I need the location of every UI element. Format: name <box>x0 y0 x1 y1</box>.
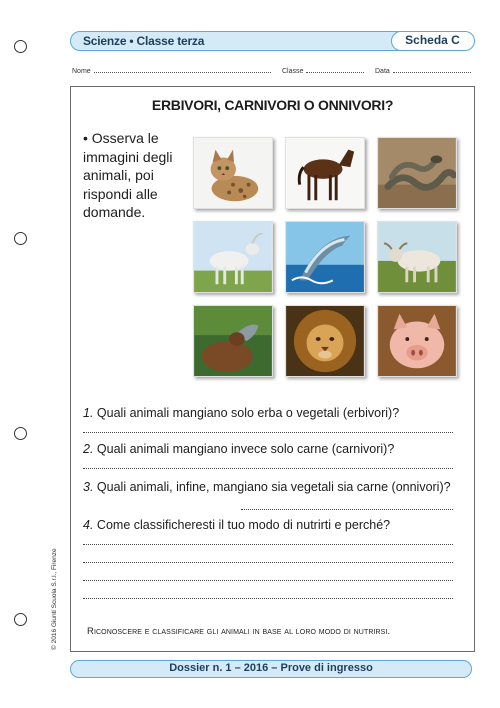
question-text: Quali animali mangiano invece solo carne (carnivori)? <box>96 442 395 456</box>
answer-line[interactable] <box>83 544 453 545</box>
name-label: Nome <box>72 68 91 75</box>
cow-photo <box>377 221 457 293</box>
worksheet-frame <box>70 86 475 652</box>
subject-title: Scienze • Classe terza <box>83 34 205 48</box>
goat-photo <box>193 221 273 293</box>
punch-hole <box>14 613 27 626</box>
pig-photo <box>377 305 457 377</box>
lion-photo <box>285 305 365 377</box>
dolphin-photo <box>285 221 365 293</box>
question-text: Quali animali mangiano solo erba o vegetali (erbivori)? <box>96 406 400 420</box>
scheda-badge: Scheda C <box>391 31 475 51</box>
snake-photo <box>377 137 457 209</box>
class-field[interactable] <box>282 66 364 75</box>
question-number: 4. <box>83 518 94 532</box>
cat-photo <box>193 137 273 209</box>
instruction-text: • Osserva le immagini degli animali, poi rispondi alle domande. <box>83 130 173 220</box>
question-text: Quali animali, infine, mangiano sia vegetali sia carne (onnivori)? <box>96 480 451 494</box>
punch-hole <box>14 427 27 440</box>
question-2 <box>83 441 469 458</box>
punch-hole <box>14 232 27 245</box>
answer-line[interactable] <box>83 580 453 581</box>
date-label: Data <box>375 68 390 75</box>
question-1 <box>83 405 469 422</box>
worksheet-title: ERBIVORI, CARNIVORI O ONNIVORI? <box>151 97 394 113</box>
question-text: Come classificheresti il tuo modo di nutrirti e perché? <box>96 518 391 532</box>
question-number: 1. <box>83 406 94 420</box>
answer-line[interactable] <box>83 598 453 599</box>
question-number: 2. <box>83 442 94 456</box>
question-number: 3. <box>83 480 94 494</box>
platypus-photo <box>193 305 273 377</box>
answer-line[interactable] <box>83 468 453 469</box>
footer-bar: Dossier n. 1 – 2016 – Prove di ingresso <box>70 660 472 678</box>
question-3 <box>83 479 469 496</box>
copyright-notice: © 2016 Giunti Scuola S.r.l., Firenze <box>51 548 58 650</box>
class-label: Classe <box>282 68 304 75</box>
answer-line[interactable] <box>83 562 453 563</box>
student-fields <box>72 66 472 78</box>
name-field[interactable] <box>72 66 271 75</box>
question-4 <box>83 517 469 534</box>
answer-line[interactable] <box>83 432 453 433</box>
punch-hole <box>14 40 27 53</box>
header-bar <box>70 31 474 51</box>
date-field[interactable] <box>375 66 471 75</box>
learning-objective: Riconoscere e classificare gli animali in base al loro modo di nutrirsi. <box>87 626 391 637</box>
answer-line[interactable] <box>241 509 453 510</box>
horse-photo <box>285 137 365 209</box>
